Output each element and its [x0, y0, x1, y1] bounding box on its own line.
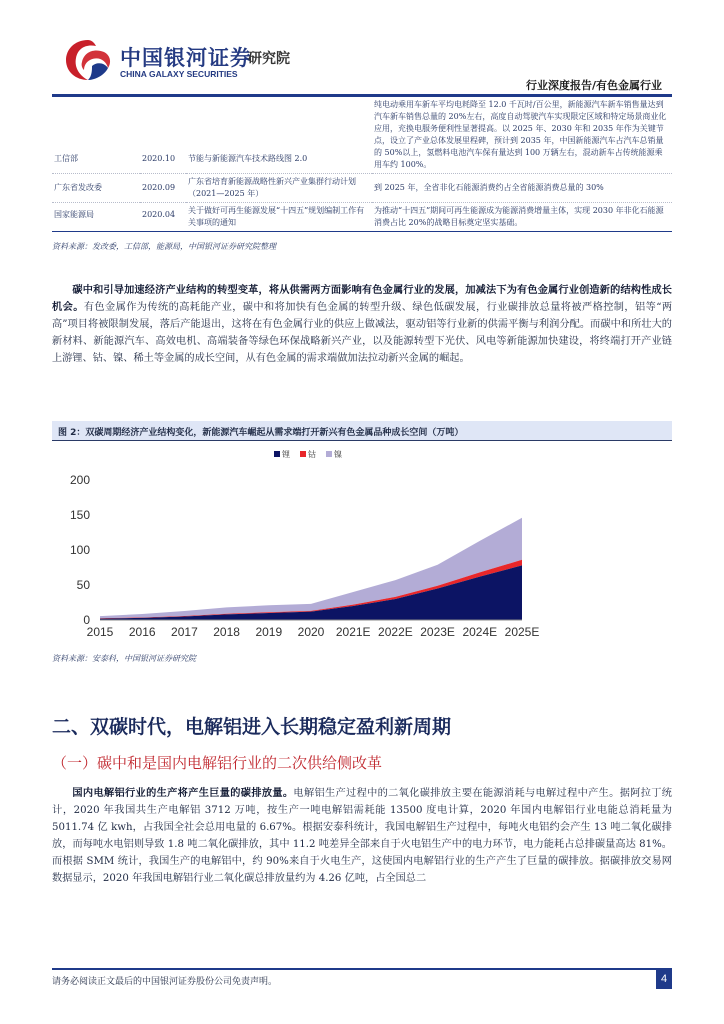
galaxy-logo-icon: [62, 36, 114, 84]
y-tick-label: 0: [83, 613, 90, 627]
legend-label: 钴: [308, 450, 316, 459]
content-cell: 为推动“十四五”期间可再生能源成为能源消费增量主体，实现 2030 年非化石能源消费占比 20%的战略目标奠定坚实基础。: [374, 206, 664, 227]
x-tick-label: 2025E: [504, 625, 540, 639]
footer-divider: [52, 968, 672, 970]
x-tick-label: 2018: [213, 625, 240, 639]
content-cell: 到 2025 年，全省非化石能源消费约占全省能源消费总量的 30%: [374, 183, 604, 192]
y-tick-label: 100: [69, 543, 90, 557]
date-cell: 2020.09: [142, 183, 176, 192]
company-logo: [62, 36, 322, 84]
legend-label: 锂: [282, 450, 290, 459]
body-paragraph: [52, 785, 672, 887]
policy-table: [52, 97, 672, 232]
body-paragraph: [52, 282, 672, 367]
table-source-note: 资料来源：发改委，工信部，能源局，中国银河证券研究院整理: [52, 242, 276, 251]
paragraph-text: 有色金属作为传统的高耗能产业，碳中和将加快有色金属的转型升级、绿色低碳发展，行业碳排放总量将被严格控制，铝等“两高”项目将被限制发展，落后产能退出，这将在有色金属行业的供应上做减法，驱动铝等行业新的供需平衡与利润分配。而碳中和所壮大的新材料、新能源汽车、高效电机、高端装备等绿色环保战略新兴产业，以及能源转型下光伏、风电等新能源加快建设，将终端打开产业链上游锂、钴、镍、稀土等金属的成长空间，从有色金属的需求端做加法拉动新兴金属的崛起。: [52, 302, 673, 364]
x-tick-label: 2017: [171, 625, 198, 639]
table-row: [52, 174, 672, 203]
legend-swatch: [274, 451, 280, 457]
subsection-heading: （一）碳中和是国内电解铝行业的二次供给侧改革: [52, 754, 383, 772]
x-tick-label: 2015: [86, 625, 114, 639]
policy-cell: 节能与新能源汽车技术路线图 2.0: [188, 154, 308, 163]
logo-english-name: CHINA GALAXY SECURITIES: [120, 69, 238, 79]
report-type: 行业深度报告/有色金属行业: [525, 79, 662, 92]
org-cell: 国家能源局: [54, 210, 94, 219]
legend-swatch: [300, 451, 306, 457]
legend-label: 镍: [334, 450, 342, 459]
y-tick-label: 200: [69, 473, 90, 487]
date-cell: 2020.04: [142, 210, 176, 219]
legend-swatch: [326, 451, 332, 457]
figure-source-note: 资料来源：安泰科，中国银河证券研究院: [52, 654, 196, 663]
content-cell: 纯电动乘用车新车平均电耗降至 12.0 千瓦时/百公里，新能源汽车新车销售量达到汽车新车销售总量的 20%左右，高度自动驾驶汽车实现限定区域和特定场景商业化应用，充换电服务便利性显著提高。以 2025 年、2030 年和 2035 年作为关键节点，设立了产业总体发展里程碑，预计到 2035 年，中国新能源汽车占汽车总销量的 50%以上，氢燃料电池汽车保有量达到 100 万辆左右，混动新车占传统能源乘用车约 100%。: [374, 100, 667, 169]
section-heading: 二、双碳时代，电解铝进入长期稳定盈利新周期: [52, 716, 452, 738]
paragraph-text: 电解铝生产过程中的二氧化碳排放主要在能源消耗与电解过程中产生。据阿拉丁统计，2020 年我国共生产电解铝 3712 万吨，按生产一吨电解铝需耗能 13500 度电计算，2020 年国内电解铝行业电能总消耗量为 5011.74 亿 kwh，占我国全社会总用电量的 6.67%。根据安泰科统计，我国电解铝生产过程中，每吨火电铝约会产生 13 吨二氧化碳排放，而每吨水电铝则导致 1.8 吨二氧化碳排放，其中 11.2 吨差异全部来自于火电铝生产中的电力环节，电力能耗占总排碳量高达 81%。而根据 SMM 统计，我国生产的电解铝中，约 90%来自于火电生产，这使国内电解铝行业的生产产生了巨量的碳排放。据碳排放交易网数据显示，2020 年我国电解铝行业二氧化碳总排放量约为 4.26 亿吨，占全国总二: [52, 788, 672, 884]
date-cell: 2020.10: [142, 154, 176, 163]
policy-cell: 广东省培育新能源战略性新兴产业集群行动计划（2021—2025 年）: [188, 177, 356, 198]
x-tick-label: 2020: [297, 625, 325, 639]
x-tick-label: 2019: [255, 625, 283, 639]
org-cell: 工信部: [54, 154, 78, 163]
table-row: [52, 203, 672, 232]
paragraph-lead: 国内电解铝行业的生产将产生巨量的碳排放量。: [72, 787, 294, 799]
y-tick-label: 50: [76, 578, 90, 592]
policy-cell: 关于做好可再生能源发展“十四五”规划编制工作有关事项的通知: [188, 206, 365, 227]
figure-title: 图 2：双碳周期经济产业结构变化，新能源汽车崛起从需求端打开新兴有色金属品种成长空间（万吨）: [52, 421, 672, 441]
x-tick-label: 2023E: [420, 625, 455, 639]
paragraph-lead: 碳中和引导加速经济产业结构的转型变革，将从供需两方面影响有色金属行业的发展，加减法下为有色金属行业创造新的结构性成长机会。: [52, 284, 672, 313]
institute-label: 研究院: [248, 51, 290, 67]
x-tick-label: 2024E: [462, 625, 498, 639]
x-tick-label: 2022E: [378, 625, 413, 639]
x-tick-label: 2021E: [335, 625, 371, 639]
logo-chinese-name: 中国银河证券: [120, 46, 252, 70]
x-tick-label: 2016: [128, 625, 156, 639]
org-cell: 广东省发改委: [54, 183, 102, 192]
area-chart: [52, 444, 672, 644]
page-number: 4: [656, 969, 672, 989]
y-tick-label: 150: [69, 508, 90, 522]
disclaimer-text: 请务必阅读正文最后的中国银河证券股份公司免责声明。: [52, 977, 278, 987]
table-row: [52, 97, 672, 174]
